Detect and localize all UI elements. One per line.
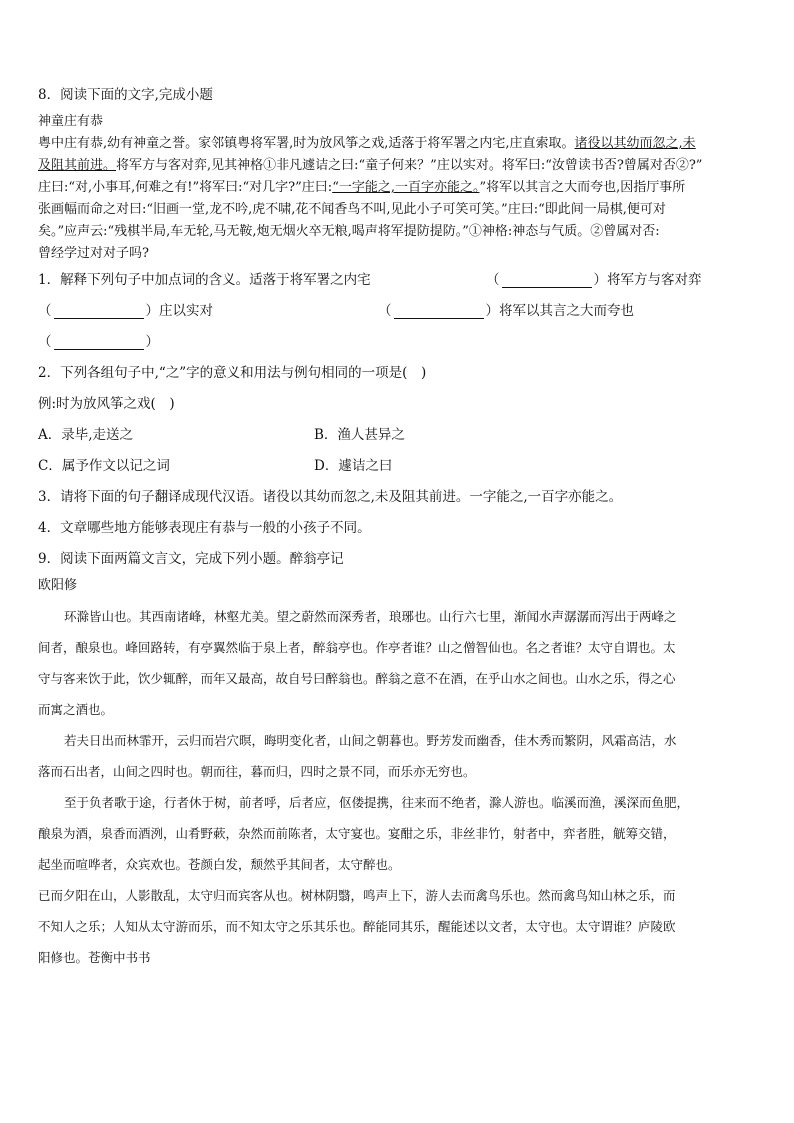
essay-line: 落而石出者，山间之四时也。朝而往，暮而归，四时之景不同，而乐亦无穷也。 (38, 764, 476, 779)
passage-text: 庄曰:“对,小事耳,何难之有!”将军曰:“对几字?”庄曰: (38, 180, 333, 195)
question-8-heading: 8．阅读下面的文字,完成小题 (38, 87, 213, 103)
answer-blank[interactable] (54, 336, 144, 350)
answer-item: （ ） (38, 334, 159, 350)
answer-blank[interactable] (502, 274, 592, 288)
underlined-sentence: 诸役以其幼而忽之,未 (574, 136, 696, 151)
question-2-options (38, 420, 758, 482)
answer-blank[interactable] (54, 305, 144, 319)
essay-line: 守与客来饮于此，饮少辄醉，而年又最高，故自号曰醉翁也。醉翁之意不在酒，在乎山水之间也。山水之乐，得之心 (38, 671, 676, 686)
essay-line: 酿泉为酒，泉香而酒洌，山肴野蔌，杂然而前陈者，太守宴也。宴酣之乐，非丝非竹，射者中，弈者胜，觥筹交错， (38, 826, 676, 841)
question-9-heading: 9．阅读下面两篇文言文，完成下列小题。醉翁亭记 (38, 551, 344, 567)
essay-line: 阳修也。苍衡中书书 (38, 950, 151, 965)
essay-line: 环滁皆山也。其西南诸峰，林壑尤美。望之蔚然而深秀者，琅琊也。山行六七里，渐闻水声潺潺而泻出于两峰之 (64, 609, 677, 624)
passage-subtitle: 神童庄有恭 (38, 114, 104, 129)
essay-line: 不知人之乐；人知从太守游而乐，而不知太守之乐其乐也。醉能同其乐，醒能述以文者，太守也。太守谓谁？庐陵欧 (38, 919, 676, 934)
answer-item: （ ）将军方与客对弈 (486, 272, 702, 288)
passage-line (38, 133, 758, 155)
question-1-label: 1．解释下列句子中加点词的含义。适落于将军署之内宅 (38, 272, 371, 288)
question-4: 4．文章哪些地方能够表现庄有恭与一般的小孩子不同。 (38, 520, 371, 536)
option-c[interactable]: C．属予作文以记之词 (38, 458, 170, 474)
essay-line: 间者，酿泉也。峰回路转，有亭翼然临于泉上者，醉翁亭也。作亭者谁？山之僧智仙也。名之者谁？太守自谓也。太 (38, 640, 676, 655)
underlined-sentence: “一字能之,一百字亦能之。 (332, 180, 480, 195)
passage-text: ”将军以其言之大而夸也,因指厅事所 (479, 180, 686, 195)
question-2-example: 例:时为放风筝之戏( ) (38, 396, 175, 412)
passage-text: 粤中庄有恭,幼有神童之誉。家邻镇粤将军署,时为放风筝之戏,适落于将军署之内宅,庄直索取。 (38, 136, 575, 151)
essay-line: 已而夕阳在山，人影散乱，太守归而宾客从也。树林阴翳，鸣声上下，游人去而禽鸟乐也。然而禽鸟知山林之乐，而 (38, 888, 676, 903)
essay-line: 至于负者歌于途，行者休于树，前者呼，后者应，伛偻提携，往来而不绝者，滁人游也。临溪而渔，溪深而鱼肥， (64, 795, 690, 810)
option-b[interactable]: B．渔人甚异之 (314, 427, 405, 443)
document-page (38, 80, 758, 973)
option-d[interactable]: D．遽诘之曰 (314, 458, 393, 474)
passage-line (38, 177, 758, 199)
passage-line: 矣。”应声云:“残棋半局,车无轮,马无鞍,炮无烟火卒无粮,喝声将军提防提防。”①神格:神态与气质。②曾属对否: (38, 224, 660, 239)
question-2-label: 2．下列各组句子中,“之”字的意义和用法与例句相同的一项是( ) (38, 365, 427, 381)
answer-item: （ ）庄以实对 (38, 303, 213, 319)
passage-line: 曾经学过对对子吗? (38, 246, 149, 261)
passage-line: 张画幅而命之对曰:“旧画一堂,龙不吟,虎不啸,花不闻香鸟不叫,见此小子可笑可笑。”庄曰:“即此间一局棋,便可对 (38, 202, 666, 217)
essay-line: 若夫日出而林霏开，云归而岩穴暝，晦明变化者，山间之朝暮也。野芳发而幽香，佳木秀而繁阴，风霜高洁，水 (64, 733, 677, 748)
question-3: 3．请将下面的句子翻译成现代汉语。诸役以其幼而忽之,未及阻其前进。一字能之,一百字亦能之。 (38, 489, 623, 505)
passage-text: 将军方与客对弈,见其神格①非凡遽诘之曰:“童子何来？”庄以实对。将军曰:“汝曾读书否?曾属对否②?” (116, 158, 703, 173)
passage-line (38, 155, 758, 177)
passage-author: 欧阳修 (38, 578, 78, 593)
answer-blank[interactable] (394, 305, 484, 319)
answer-item: （ ）将军以其言之大而夸也 (378, 303, 634, 319)
underlined-sentence: 及阻其前进。 (38, 158, 117, 173)
essay-line: 而寓之酒也。 (38, 702, 114, 717)
question-1-block (38, 265, 758, 358)
option-a[interactable]: A．录毕,走送之 (38, 427, 134, 443)
essay-line: 起坐而喧哗者，众宾欢也。苍颜白发，颓然乎其间者，太守醉也。 (38, 857, 401, 872)
